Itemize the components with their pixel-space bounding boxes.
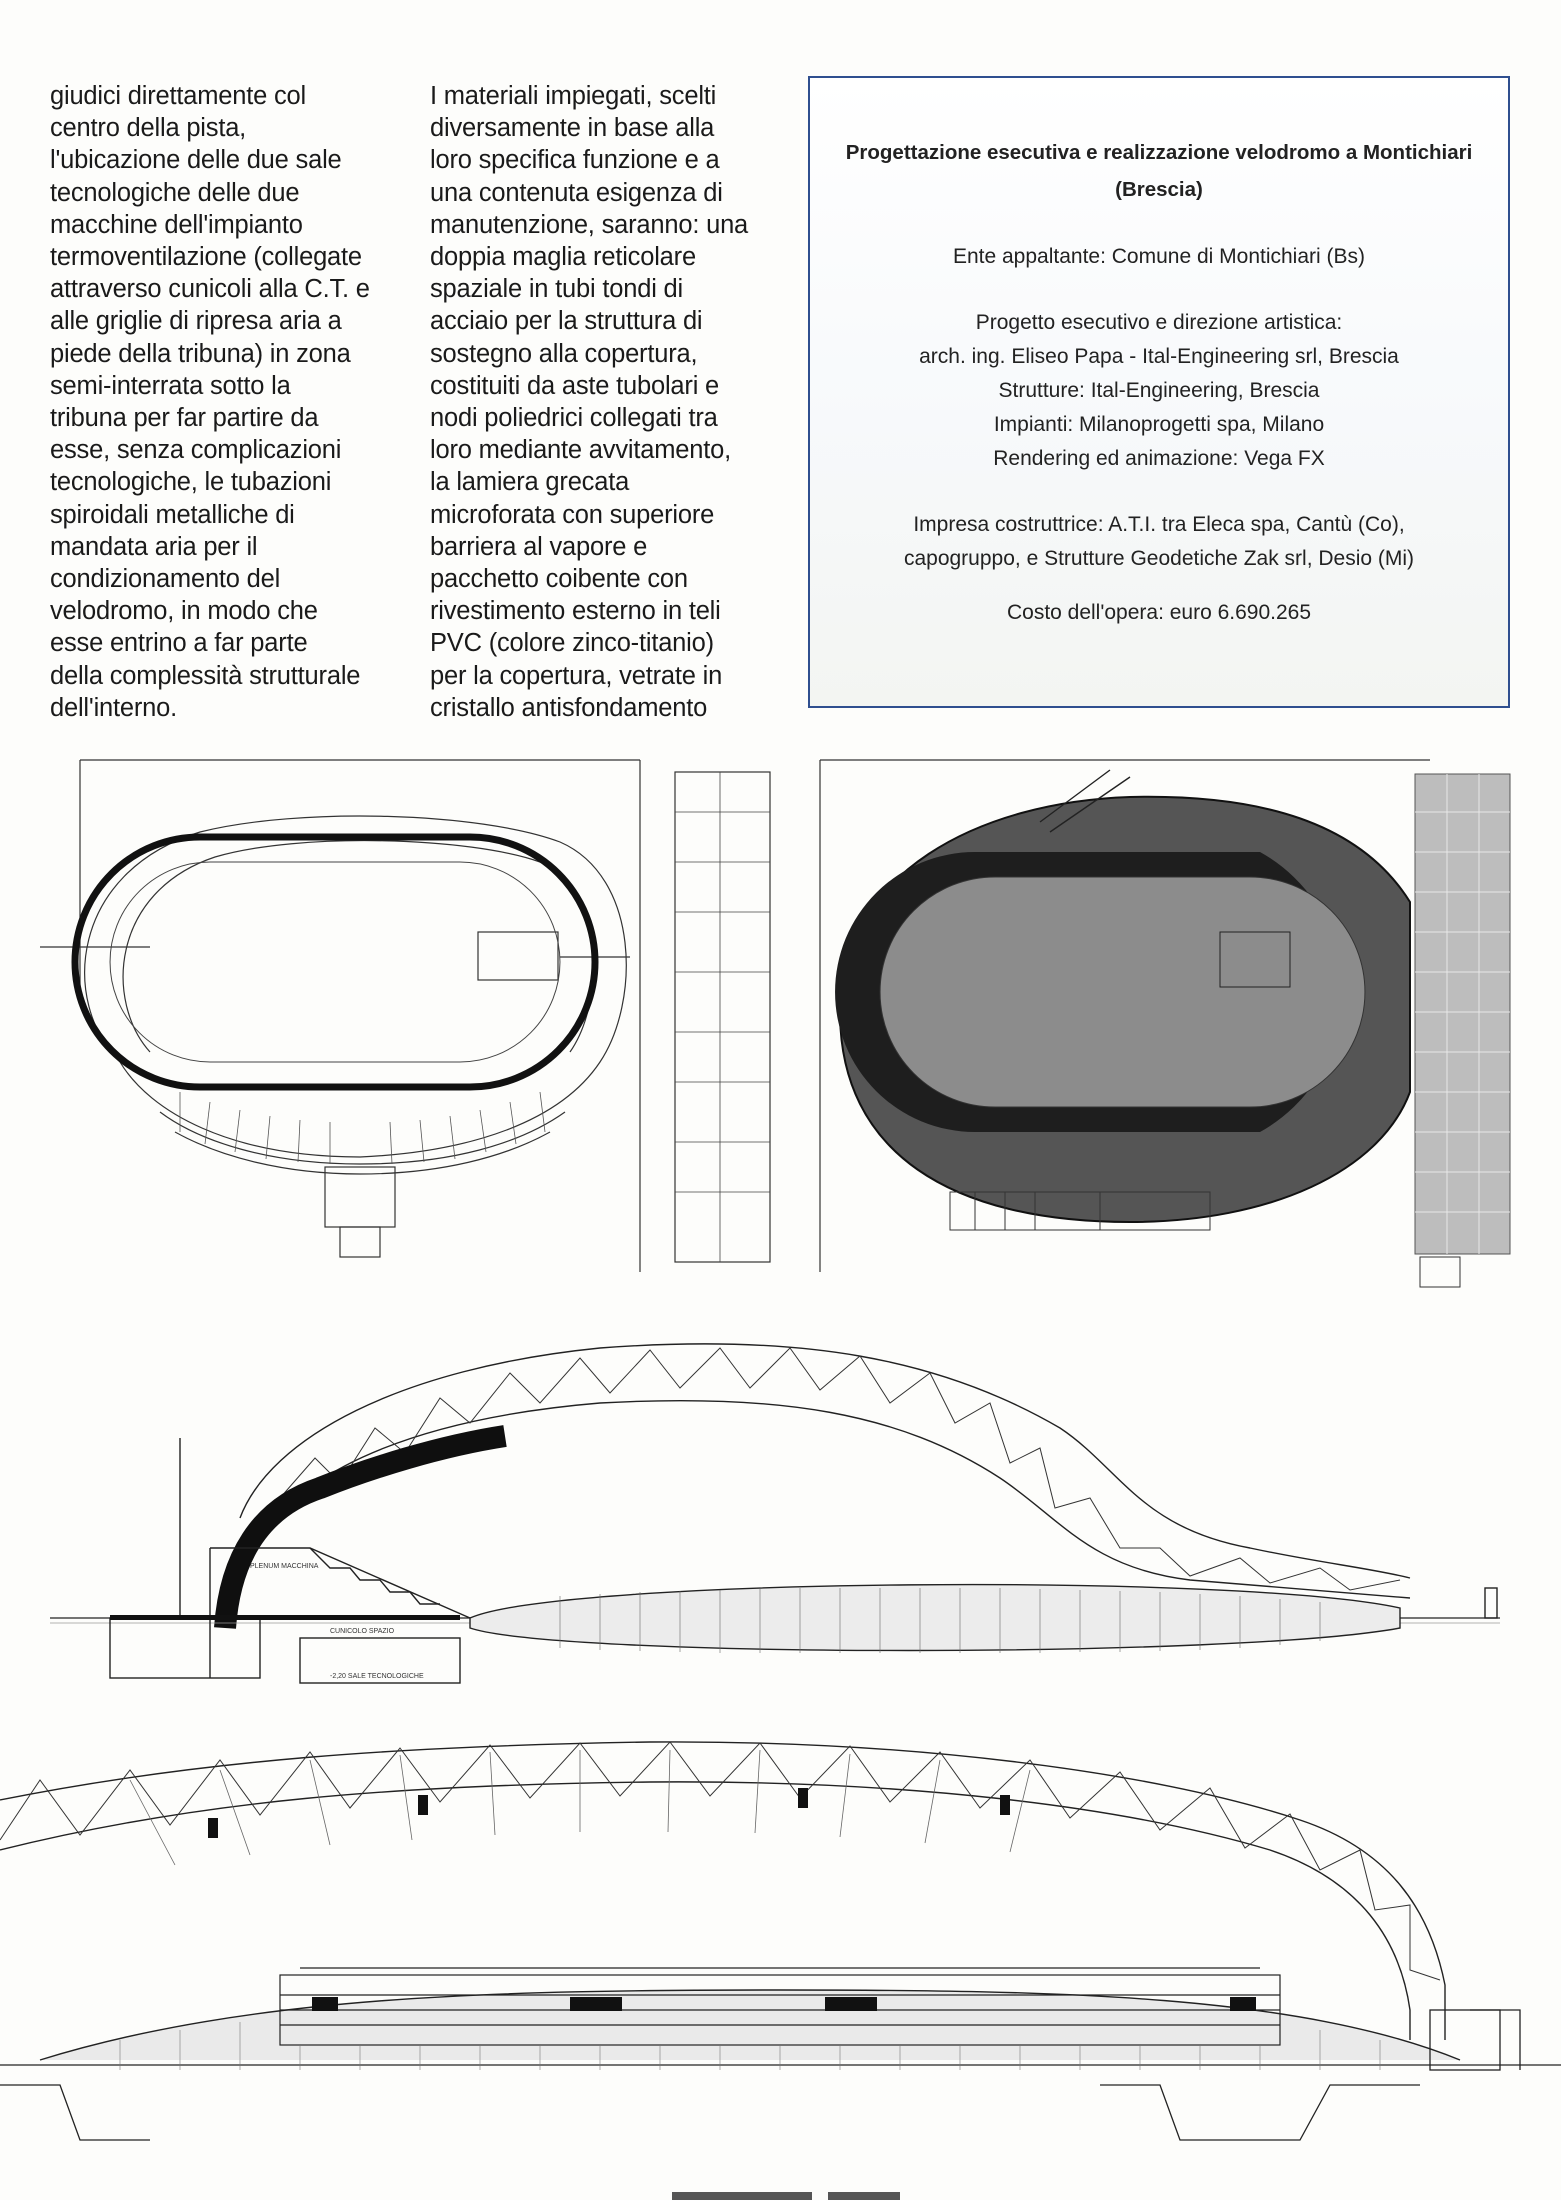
- section-label-sale: -2,20 SALE TECNOLOGICHE: [330, 1673, 424, 1680]
- article-line: spaziale in tubi tondi di: [430, 275, 684, 304]
- article-line: piede della tribuna) in zona: [50, 339, 351, 368]
- article-line: macchine dell'impianto: [50, 210, 303, 239]
- article-line: manutenzione, saranno: una: [430, 210, 749, 239]
- article-line: loro mediante avvitamento,: [430, 436, 731, 465]
- credits-design-heading: Progetto esecutivo e direzione artistica:: [975, 311, 1343, 334]
- cross-section-drawing: [40, 1318, 1520, 1718]
- article-line: doppia maglia reticolare: [430, 243, 696, 272]
- floor-plan-drawing: [0, 752, 790, 1312]
- article-line: giudici direttamente col: [50, 82, 307, 110]
- article-line: costituiti da aste tubolari e: [430, 371, 720, 400]
- article-line: velodromo, in modo che: [50, 597, 318, 626]
- article-line: barriera al vapore e: [430, 532, 648, 561]
- section-label-cunicolo: CUNICOLO SPAZIO: [330, 1628, 395, 1635]
- article-line: PVC (colore zinco-titanio): [430, 629, 714, 658]
- article-line: cristallo antisfondamento: [430, 693, 708, 722]
- credits-cost: Costo dell'opera: euro 6.690.265: [1006, 601, 1312, 624]
- article-line: esse, senza complicazioni: [50, 436, 342, 465]
- article-line: sostegno alla copertura,: [430, 339, 698, 368]
- longitudinal-section-drawing: [0, 1740, 1561, 2180]
- credits-title: Progettazione esecutiva e realizzazione velodromo a Montichiari (Brescia): [845, 141, 1473, 201]
- article-line: tribuna per far partire da: [50, 404, 319, 433]
- article-line: dell'interno.: [50, 693, 178, 722]
- article-line: I materiali impiegati, scelti: [430, 82, 717, 110]
- article-line: tecnologiche, le tubazioni: [50, 468, 332, 497]
- credits-rendering: Rendering ed animazione: Vega FX: [993, 447, 1325, 470]
- article-line: mandata aria per il: [50, 532, 258, 561]
- article-column-middle: [430, 80, 775, 724]
- section-label-plenum: PLENUM MACCHINA: [250, 1563, 319, 1570]
- credits-systems: Impianti: Milanoprogetti spa, Milano: [993, 413, 1325, 436]
- article-line: microforata con superiore: [430, 500, 715, 529]
- article-line: pacchetto coibente con: [430, 565, 688, 594]
- article-line: nodi poliedrici collegati tra: [430, 404, 718, 433]
- article-line: loro specifica funzione e a: [430, 146, 720, 175]
- article-line: una contenuta esigenza di: [430, 178, 723, 207]
- credits-contractor-cont: capogruppo, e Strutture Geodetiche Zak srl, Desio (Mi): [903, 547, 1415, 570]
- article-column-left: [50, 80, 395, 724]
- credits-architect: arch. ing. Eliseo Papa - Ital-Engineering srl, Brescia: [919, 345, 1399, 368]
- article-line: centro della pista,: [50, 114, 247, 143]
- project-credits-box: [808, 76, 1510, 708]
- article-line: per la copertura, vetrate in: [430, 661, 723, 690]
- article-line: condizionamento del: [50, 565, 281, 594]
- article-line: acciaio per la struttura di: [430, 307, 703, 336]
- article-line: la lamiera grecata: [430, 468, 630, 497]
- article-line: rivestimento esterno in teli: [430, 597, 721, 626]
- article-line: attraverso cunicoli alla C.T. e: [50, 275, 370, 304]
- article-line: tecnologiche delle due: [50, 178, 300, 207]
- credits-contractor: Impresa costruttrice: A.T.I. tra Eleca spa, Cantù (Co),: [913, 513, 1405, 536]
- article-line: della complessità strutturale: [50, 661, 361, 690]
- credits-structures: Strutture: Ital-Engineering, Brescia: [998, 379, 1320, 402]
- article-line: alle griglie di ripresa aria a: [50, 307, 342, 336]
- credits-client: Ente appaltante: Comune di Montichiari (Bs): [952, 245, 1366, 268]
- article-line: l'ubicazione delle due sale: [50, 146, 342, 175]
- article-line: esse entrino a far parte: [50, 629, 308, 658]
- roof-plan-drawing: [800, 752, 1561, 1312]
- article-line: diversamente in base alla: [430, 114, 715, 143]
- page-footer-tab: [672, 2192, 812, 2200]
- page-footer-tab: [828, 2192, 900, 2200]
- article-line: spiroidali metalliche di: [50, 500, 295, 529]
- article-line: semi-interrata sotto la: [50, 371, 291, 400]
- article-line: termoventilazione (collegate: [50, 243, 362, 272]
